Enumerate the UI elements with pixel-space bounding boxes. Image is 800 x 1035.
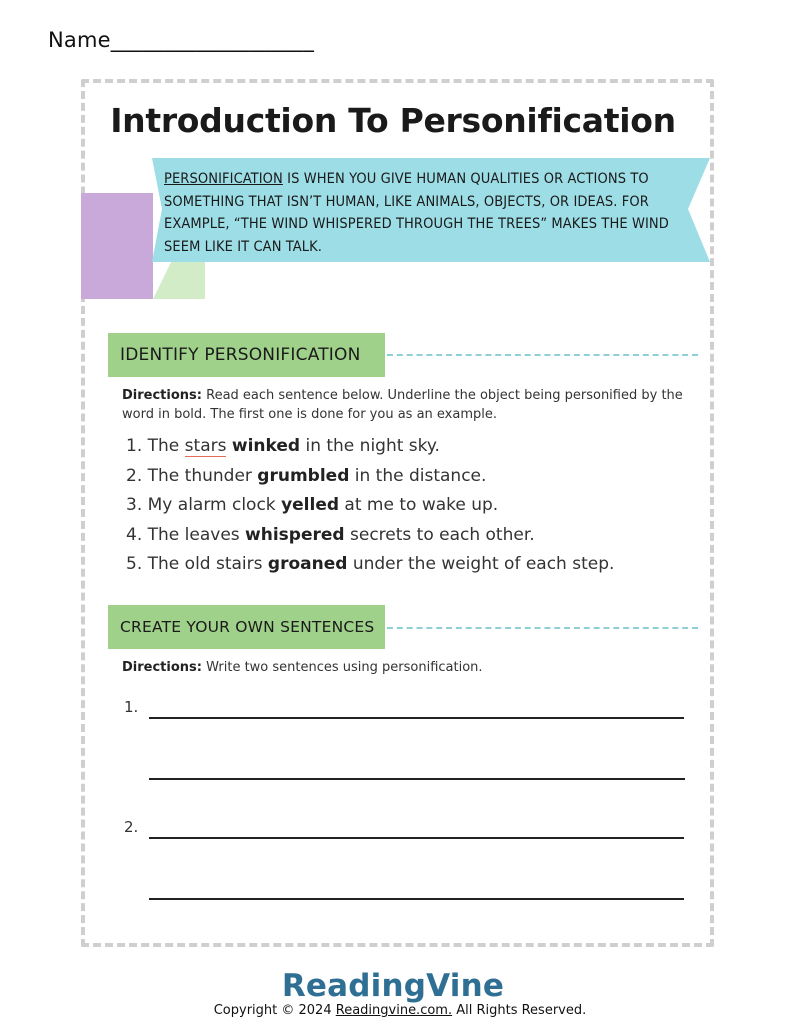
copyright xyxy=(0,1003,800,1018)
list-item xyxy=(126,432,614,462)
answer-line[interactable] xyxy=(149,717,684,719)
directions-create xyxy=(122,658,692,677)
list-item xyxy=(126,550,614,580)
answer-number: 1. xyxy=(124,698,139,716)
bold-verb: yelled xyxy=(281,495,340,515)
section-heading-create: CREATE YOUR OWN SENTENCES xyxy=(108,605,385,649)
site-link[interactable]: Readingvine.com. xyxy=(335,1003,453,1018)
list-item xyxy=(126,491,614,521)
directions-text: Write two sentences using personification. xyxy=(201,660,483,675)
answer-line[interactable] xyxy=(149,778,685,780)
list-item xyxy=(126,521,614,551)
copyright-text: All Rights Reserved. xyxy=(452,1003,587,1018)
directions-text: Read each sentence below. Underline the object being personified by the word in bold. The first one is done for you as an example. xyxy=(122,388,683,422)
item-number: 1. xyxy=(126,436,143,456)
copyright-text: Copyright © 2024 xyxy=(213,1003,336,1018)
definition-term: PERSONIFICATION xyxy=(164,171,283,187)
underlined-example: stars xyxy=(184,436,227,456)
section-heading-identify: IDENTIFY PERSONIFICATION xyxy=(108,333,385,377)
bold-verb: grumbled xyxy=(257,465,350,486)
item-text: secrets to each other. xyxy=(344,524,535,545)
bold-verb: whispered xyxy=(245,524,345,545)
item-number: 5. xyxy=(126,554,143,574)
list-item xyxy=(126,462,614,492)
answer-line[interactable] xyxy=(149,837,684,839)
item-text: My alarm clock xyxy=(147,495,282,515)
bold-verb: winked xyxy=(231,436,301,456)
item-text: The old stairs xyxy=(147,554,268,574)
item-text: The thunder xyxy=(147,465,258,486)
answer-number: 2. xyxy=(124,818,139,836)
definition-body: IS WHEN YOU GIVE HUMAN QUALITIES OR ACTIONS TO SOMETHING THAT ISN’T HUMAN, LIKE ANIMALS, OBJECTS, OR IDEAS. FOR EXAMPLE, “THE WIND WHISPERED THROUGH THE TREES” MAKES THE WIND SEEM LIKE IT CAN TALK. xyxy=(164,171,669,255)
item-text: The leaves xyxy=(147,524,246,545)
item-text: under the weight of each step. xyxy=(347,554,615,574)
directions-label: Directions: xyxy=(122,388,202,403)
directions-identify xyxy=(122,386,692,424)
item-number: 2. xyxy=(126,465,143,486)
sentence-list xyxy=(126,432,614,580)
answer-line[interactable] xyxy=(149,898,684,900)
item-text: The xyxy=(147,436,185,456)
name-field-label: Name___________________ xyxy=(48,28,315,52)
item-text: in the night sky. xyxy=(300,436,440,456)
readingvine-logo: ReadingVine xyxy=(281,968,505,1004)
page-title: Introduction To Personification xyxy=(110,101,676,140)
item-number: 4. xyxy=(126,524,143,545)
definition-text xyxy=(164,168,684,258)
section-rule xyxy=(387,627,698,629)
bold-verb: groaned xyxy=(267,554,348,574)
item-text: in the distance. xyxy=(349,465,487,486)
section-rule xyxy=(387,354,698,356)
directions-label: Directions: xyxy=(122,660,202,675)
item-number: 3. xyxy=(126,495,143,515)
item-text: at me to wake up. xyxy=(339,495,499,515)
